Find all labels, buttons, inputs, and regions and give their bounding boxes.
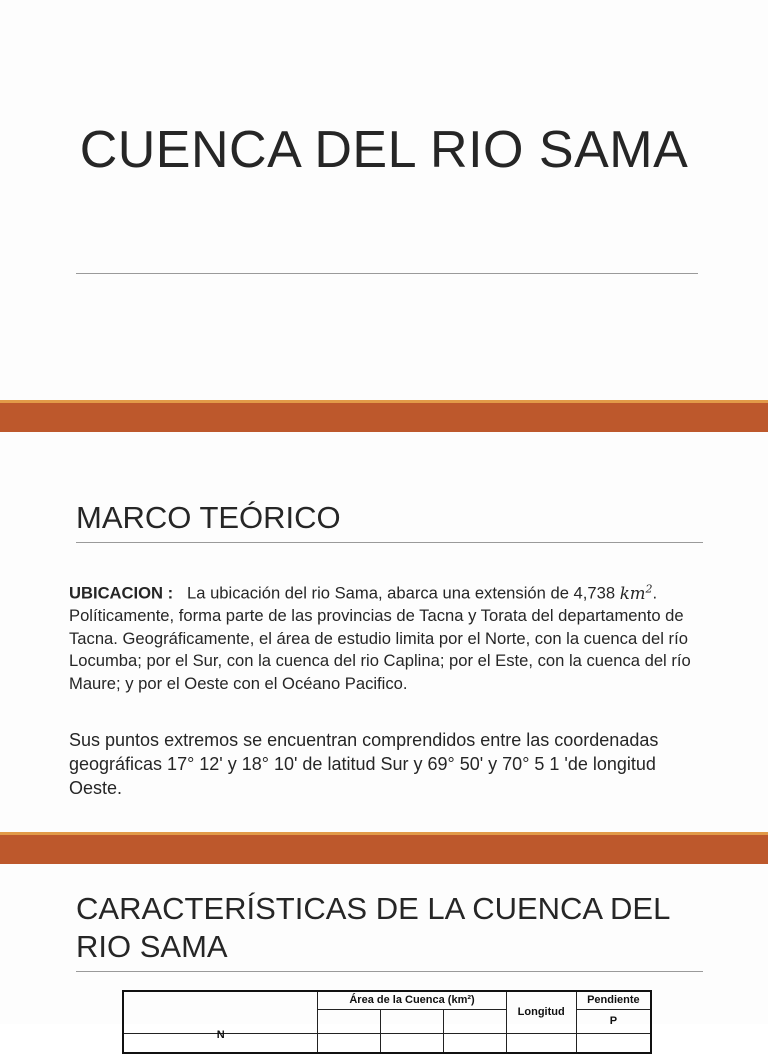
heading-divider [76, 542, 703, 543]
table-cell [318, 1009, 381, 1033]
km-squared-unit: $km^2$ [619, 582, 653, 603]
ubicacion-text-rest: . Políticamente, forma parte de las provincias de Tacna y Torata del departamento de Tacna. Geográficamente, el área de estudio limita por el Norte, con la cuenca del río Locumba; por el Sur, con la cuenca del rio Caplina; por el Este, con la cuenca del río Maure; y por el Oeste con el Océano Pacifico. [69, 583, 691, 693]
slide-title: CUENCA DEL RIO SAMA [79, 121, 689, 179]
table-cell: P [576, 1009, 651, 1033]
coordinates-paragraph: Sus puntos extremos se encuentran comprendidos entre las coordenadas geográficas 17° 12' y 18° 10' de latitud Sur y 69° 50' y 70° 5 1 'de longitud Oeste. [69, 730, 659, 798]
table-header-longitud: Longitud [506, 991, 576, 1033]
ubicacion-paragraph [69, 578, 709, 695]
table-header-pendiente: Pendiente [576, 991, 651, 1009]
table-cell-name: N [123, 991, 318, 1033]
table-cell [318, 1033, 381, 1053]
marco-teorico-slide [0, 432, 768, 832]
ubicacion-text-start: La ubicación del rio Sama, abarca una extensión de 4,738 [187, 583, 616, 603]
caracteristicas-slide [0, 864, 768, 1041]
ubicacion-label: UBICACION : [69, 583, 174, 603]
section-heading: MARCO TEÓRICO [76, 500, 341, 535]
heading-divider [76, 971, 703, 972]
section-heading: CARACTERÍSTICAS DE LA CUENCA DEL RIO SAMA [76, 891, 670, 964]
table-header-area: Área de la Cuenca (km²) [318, 991, 506, 1009]
title-divider [76, 273, 698, 274]
slide-separator-band [0, 832, 768, 864]
title-slide [0, 0, 768, 400]
slide-separator-band [0, 400, 768, 432]
table-cell [381, 1033, 444, 1053]
table-cell [443, 1009, 506, 1033]
table-cell [576, 1033, 651, 1053]
table-cell [443, 1033, 506, 1053]
table-cell [381, 1009, 444, 1033]
table-cell [506, 1033, 576, 1053]
characteristics-table [122, 990, 652, 1050]
